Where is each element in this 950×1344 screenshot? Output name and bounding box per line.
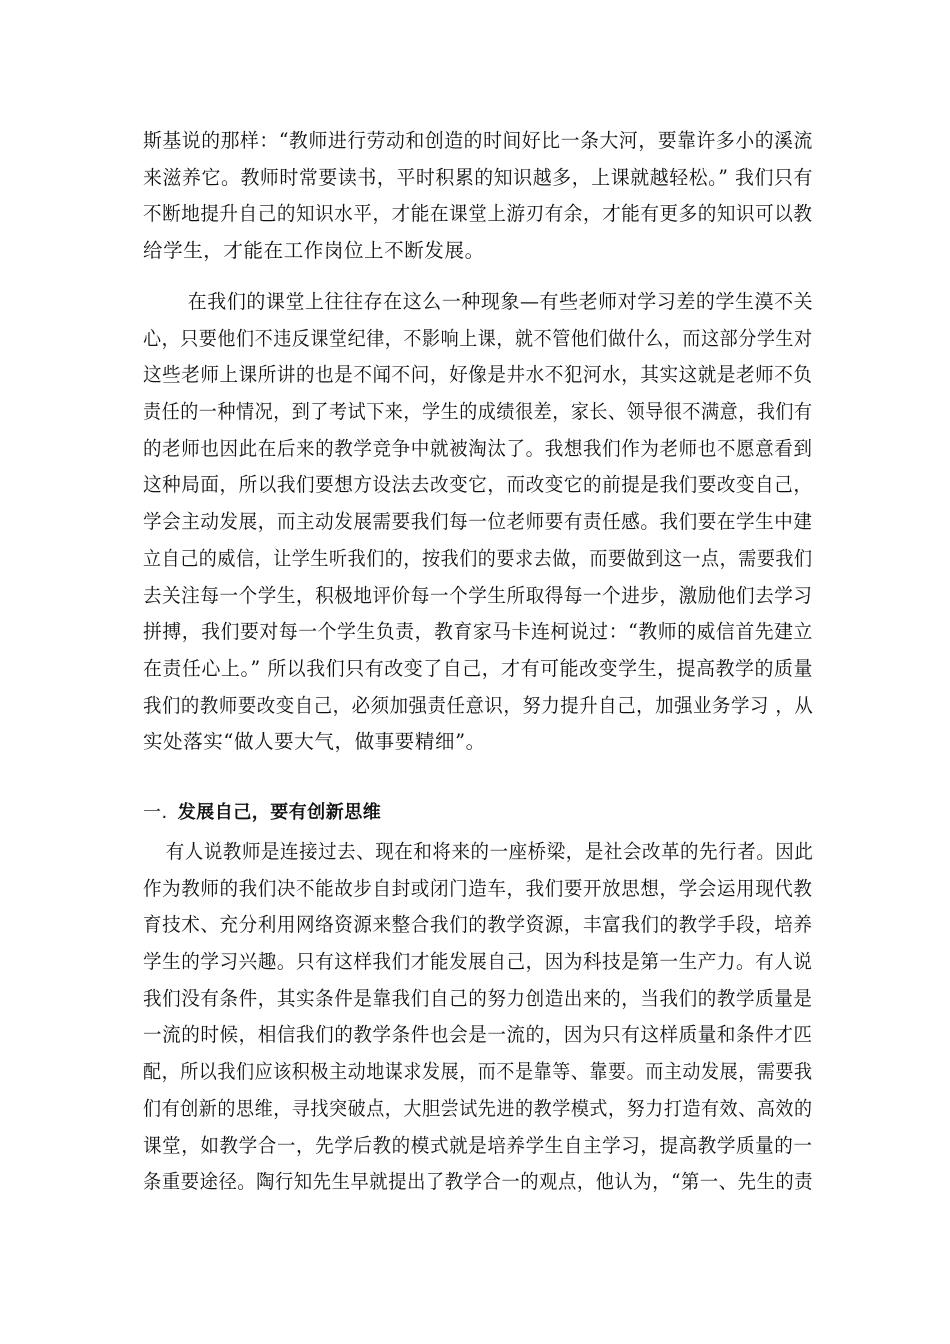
- text-line: 有人说教师是连接过去、现在和将来的一座桥梁，是社会改革的先行者。因此: [165, 840, 814, 863]
- text-line: 不断地提升自己的知识水平，才能在课堂上游刃有余，才能有更多的知识可以教: [143, 202, 813, 226]
- text-line: 给学生，才能在工作岗位上不断发展。: [143, 239, 485, 263]
- text-line: 学生的学习兴趣。只有这样我们才能发展自己，因为科技是第一生产力。有人说: [143, 950, 813, 974]
- text-line: 育技术、充分利用网络资源来整合我们的教学资源，丰富我们的教学手段，培养: [143, 913, 813, 937]
- text-line: 条重要途径。陶行知先生早就提出了教学合一的观点，他认为，“第一、先生的责: [143, 1170, 814, 1194]
- text-line: 在责任心上。” 所以我们只有改变了自己，才有可能改变学生，提高教学的质量: [143, 656, 814, 680]
- section-heading: [143, 798, 381, 828]
- text-line: 责任的一种情况，到了考试下来，学生的成绩很差，家长、领导很不满意，我们有: [143, 400, 813, 424]
- section-title: 发展自己，要有创新思维: [177, 802, 382, 823]
- text-line: 们有创新的思维，寻找突破点，大胆尝试先进的教学模式，努力打造有效、高效的: [143, 1096, 813, 1120]
- text-line: 心，只要他们不违反课堂纪律，不影响上课，就不管他们做什么，而这部分学生对: [143, 326, 813, 350]
- text-line: 配，所以我们应该积极主动地谋求发展，而不是靠等、靠要。而主动发展，需要我: [143, 1060, 813, 1084]
- text-line: 这些老师上课所讲的也是不闻不问，好像是井水不犯河水，其实这就是老师不负: [143, 363, 813, 387]
- text-line: 这种局面，所以我们要想方设法去改变它，而改变它的前提是我们要改变自己，: [143, 473, 813, 497]
- text-line: 我们的教师要改变自己，必须加强责任意识，努力提升自己，加强业务学习 ，从: [143, 693, 814, 717]
- text-line: 一流的时候，相信我们的教学条件也会是一流的，因为只有这样质量和条件才匹: [143, 1023, 813, 1047]
- text-line: 斯基说的那样：“教师进行劳动和创造的时间好比一条大河，要靠许多小的溪流: [143, 129, 813, 152]
- text-line: 作为教师的我们决不能故步自封或闭门造车，我们要开放思想，学会运用现代教: [143, 876, 813, 900]
- text-line: 学会主动发展，而主动发展需要我们每一位老师要有责任感。我们要在学生中建: [143, 510, 813, 534]
- section-number: 一.: [143, 802, 168, 823]
- text-line: 在我们的课堂上往往存在这么一种现象—有些老师对学习差的学生漠不关: [187, 290, 814, 313]
- text-line: 实处落实“做人要大气，做事要精细”。: [143, 730, 486, 754]
- text-line: 拼搏，我们要对每一个学生负责，教育家马卡连柯说过：“教师的威信首先建立: [143, 620, 813, 644]
- text-line: 来滋养它。教师时常要读书，平时积累的知识越多，上课就越轻松。” 我们只有: [143, 165, 814, 189]
- paragraph-1: [143, 123, 813, 270]
- text-line: 立自己的威信，让学生听我们的，按我们的要求去做，而要做到这一点，需要我们: [143, 546, 813, 570]
- paragraph-2: [143, 284, 813, 761]
- text-line: 的老师也因此在后来的教学竞争中就被淘汰了。我想我们作为老师也不愿意看到: [143, 436, 813, 460]
- text-line: 我们没有条件，其实条件是靠我们自己的努力创造出来的，当我们的教学质量是: [143, 986, 813, 1010]
- text-line: 课堂，如教学合一，先学后教的模式就是培养学生自主学习，提高教学质量的一: [143, 1133, 813, 1157]
- text-line: 去关注每一个学生，积极地评价每一个学生所取得每一个进步，激励他们去学习: [143, 583, 813, 607]
- paragraph-3: [143, 834, 813, 1201]
